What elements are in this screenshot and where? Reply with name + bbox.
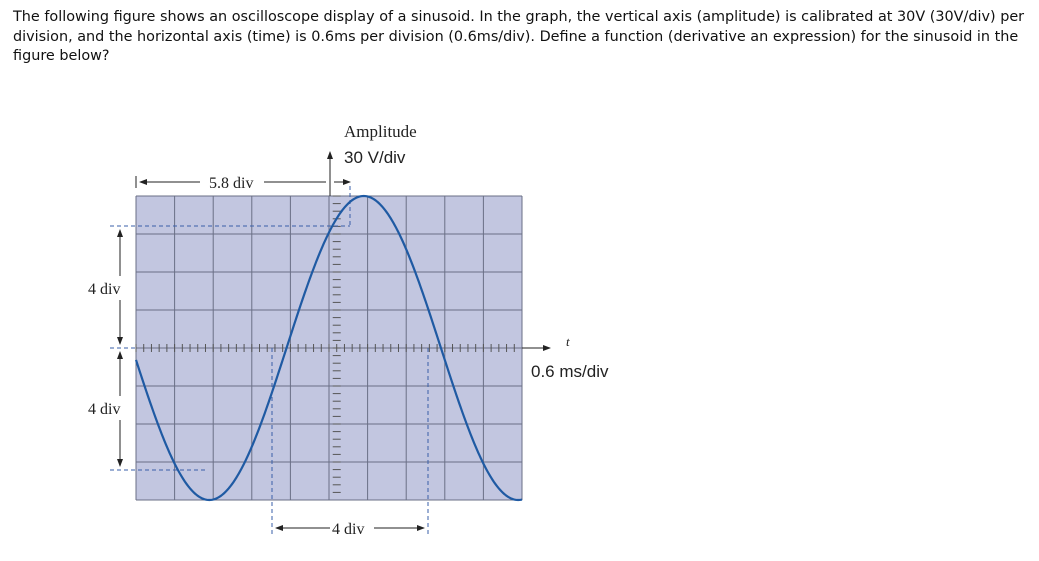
time-scale-label: 0.6 ms/div xyxy=(531,362,609,381)
amplitude-label: Amplitude xyxy=(344,122,417,141)
amplitude-scale-label: 30 V/div xyxy=(344,148,406,167)
question-text: The following figure shows an oscilloscope display of a sinusoid. In the graph, the vertical axis (amplitude) is calibrated at 30V (30V/div) per division, and the horizontal axis (time) is 0.6ms per division (0.6ms/div). Define a function (derivative an expression) for the sinusoid in the figure below? xyxy=(13,9,1025,64)
time-symbol: t xyxy=(566,334,570,349)
upper-span-label: 4 div xyxy=(88,281,121,298)
lower-span-label: 4 div xyxy=(88,401,121,418)
offset-label: 5.8 div xyxy=(209,175,254,192)
period-label: 4 div xyxy=(332,521,365,538)
